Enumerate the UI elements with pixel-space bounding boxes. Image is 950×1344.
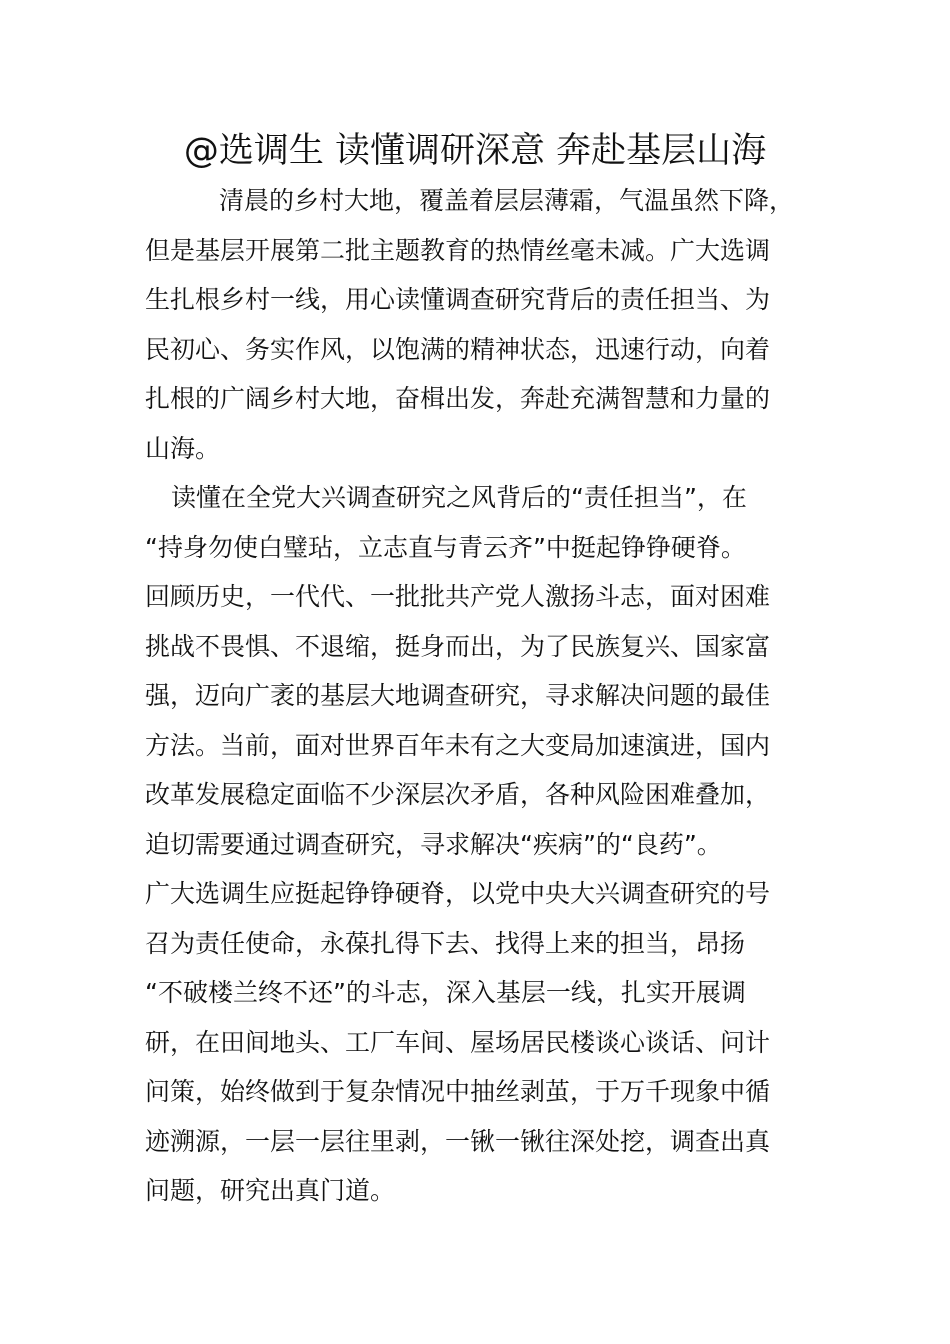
paragraph-2-line: 问题，研究出真门道。 (145, 1176, 396, 1205)
paragraph-2-line: 研，在田间地头、工厂车间、屋场居民楼谈心谈话、问计 (145, 1027, 771, 1057)
paragraph-2-line: 强，迈向广袤的基层大地调查研究，寻求解决问题的最佳 (145, 681, 771, 710)
paragraph-2-line: 召为责任使命，永葆扎得下去、找得上来的担当，昂扬 (145, 928, 746, 958)
paragraph-2-line: 迫切需要通过调查研究，寻求解决“疾病”的“良药”。 (145, 829, 722, 859)
paragraph-1-line: 但是基层开展第二批主题教育的热情丝毫未减。广大选调 (145, 235, 771, 265)
paragraph-2-line: 改革发展稳定面临不少深层次矛盾，各种风险困难叠加， (145, 780, 771, 809)
paragraph-2-line: 读懂在全党大兴调查研究之风背后的“责任担当”，在 (171, 483, 747, 512)
paragraph-2-line: 方法。当前，面对世界百年未有之大变局加速演进，国内 (145, 730, 771, 760)
paragraph-1-line: 民初心、务实作风，以饱满的精神状态，迅速行动，向着 (145, 334, 771, 364)
paragraph-1-line: 山海。 (145, 433, 221, 463)
paragraph-2-line: 回顾历史，一代代、一批批共产党人激扬斗志，面对困难 (145, 582, 771, 611)
paragraph-2-line: “不破楼兰终不还”的斗志，深入基层一线，扎实开展调 (145, 978, 746, 1007)
document-body (145, 176, 825, 1216)
paragraph-2-line: “持身勿使白璧玷，立志直与青云齐”中挺起铮铮硬脊。 (145, 532, 746, 562)
paragraph-2-line: 挑战不畏惧、不退缩，挺身而出，为了民族复兴、国家富 (145, 631, 771, 661)
paragraph-2-line: 广大选调生应挺起铮铮硬脊，以党中央大兴调查研究的号 (145, 879, 771, 908)
paragraph-2-line: 问策，始终做到于复杂情况中抽丝剥茧，于万千现象中循 (145, 1077, 771, 1106)
paragraph-2-line: 迹溯源，一层一层往里剥，一锹一锹往深处挖，调查出真 (145, 1126, 771, 1156)
document-title: @选调生 读懂调研深意 奔赴基层山海 (183, 131, 767, 171)
paragraph-1-line: 清晨的乡村大地，覆盖着层层薄霜，气温虽然下降， (219, 186, 795, 215)
paragraph-1-line: 扎根的广阔乡村大地，奋楫出发，奔赴充满智慧和力量的 (145, 384, 771, 413)
paragraph-1-line: 生扎根乡村一线，用心读懂调查研究背后的责任担当、为 (145, 285, 771, 314)
